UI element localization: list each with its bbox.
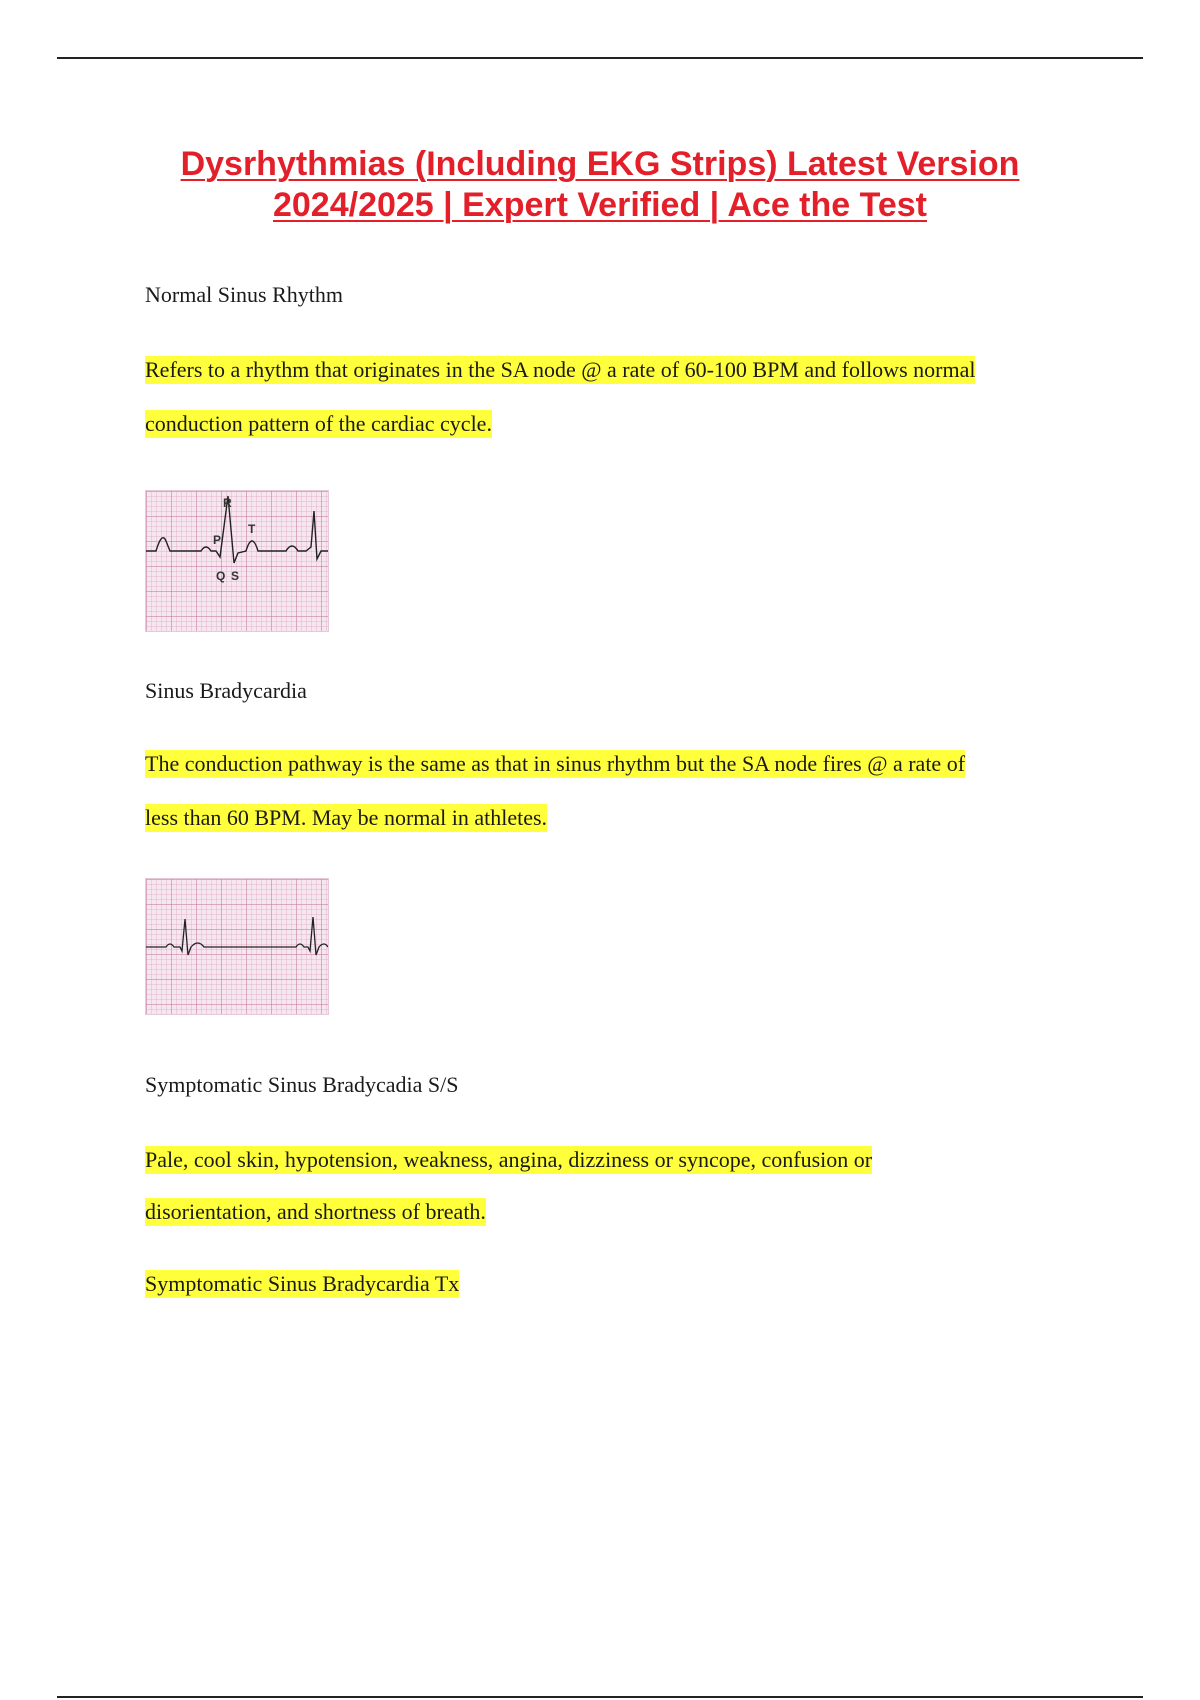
highlight: conduction pattern of the cardiac cycle. [145,411,492,436]
term-normal-sinus-rhythm: Normal Sinus Rhythm [145,282,344,307]
definition-sinus-bradycardia-line-1 [145,750,965,778]
definition-symptomatic-sinus-bradycardia-line-1 [145,1146,872,1174]
definition-sinus-bradycardia-line-2 [145,804,547,832]
title-line-2: 2024/2025 | Expert Verified | Ace the Test [272,186,928,224]
highlight: disorientation, and shortness of breath. [145,1199,486,1224]
highlight: Pale, cool skin, hypotension, weakness, angina, dizziness or syncope, confusion or [145,1147,873,1172]
term-sinus-bradycardia: Sinus Bradycardia [145,678,307,703]
term-symptomatic-sinus-bradycardia-ss: Symptomatic Sinus Bradycadia S/S [145,1072,459,1097]
term-symptomatic-sinus-bradycardia-tx [145,1270,459,1298]
ekg-trace [146,496,328,563]
label-t: T [248,522,256,536]
top-rule [57,57,1143,59]
ekg-trace [146,917,328,955]
label-r: R [223,496,232,510]
label-s: S [231,569,240,583]
ekg-waveform-bradycardia [146,879,328,1014]
ekg-strip-sinus-bradycardia [145,878,329,1015]
document-title [100,144,1100,226]
definition-normal-sinus-rhythm-line-2 [145,410,492,438]
definition-symptomatic-sinus-bradycardia-line-2 [145,1198,486,1226]
highlight: The conduction pathway is the same as that in sinus rhythm but the SA node fires @ a rate of [145,751,966,776]
ekg-strip-normal-sinus-rhythm [145,490,329,632]
title-line-1: Dysrhythmias (Including EKG Strips) Latest Version [180,145,1020,183]
bottom-rule [57,1696,1143,1698]
highlight: less than 60 BPM. May be normal in athletes. [145,805,548,830]
ekg-waveform-normal [146,491,328,631]
highlight: Symptomatic Sinus Bradycardia Tx [145,1271,460,1296]
label-q: Q [216,569,226,583]
definition-normal-sinus-rhythm-line-1 [145,356,975,384]
label-p: P [213,533,222,547]
highlight: Refers to a rhythm that originates in the SA node @ a rate of 60-100 BPM and follows normal [145,357,976,382]
